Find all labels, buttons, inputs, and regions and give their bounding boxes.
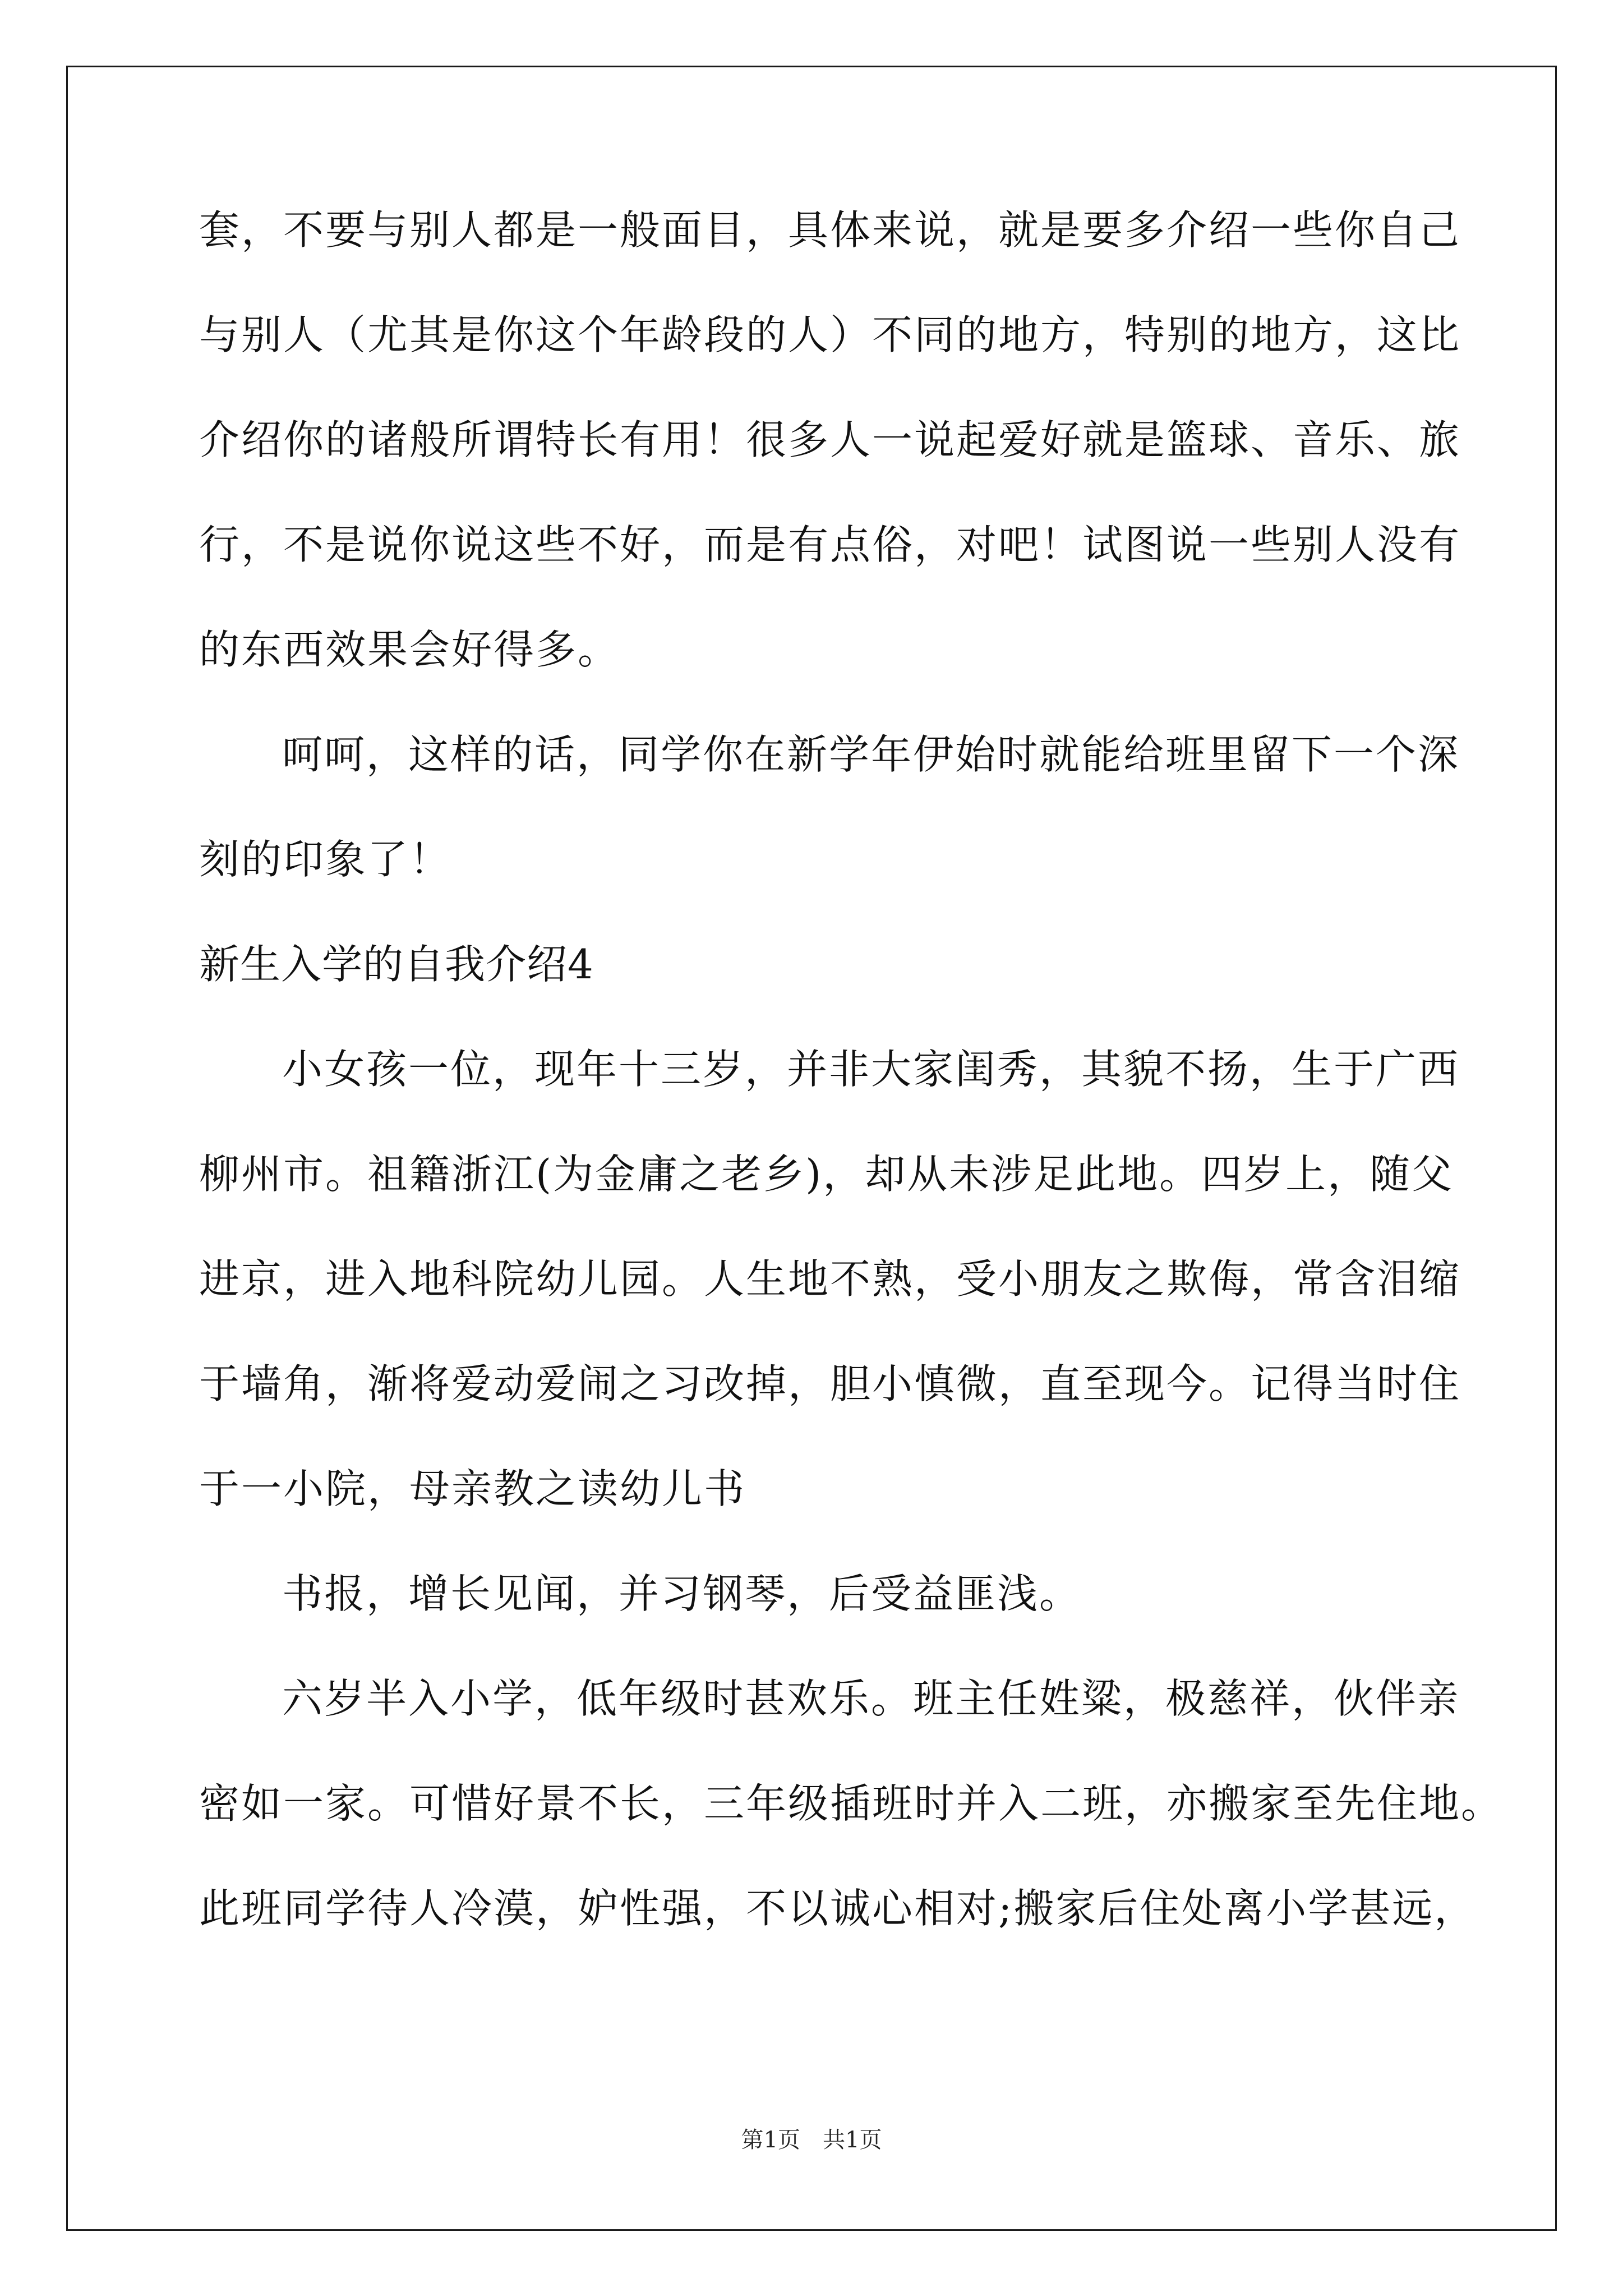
paragraph-line: 柳州市。祖籍浙江(为金庸之老乡)，却从未涉足此地。四岁上，随父 — [199, 1151, 1454, 1198]
paragraph-line: 此班同学待人冷漠，妒性强，不以诚心相对;搬家后住处离小学甚远， — [199, 1885, 1477, 1932]
paragraph-line: 小女孩一位，现年十三岁，并非大家闺秀，其貌不扬，生于广西 — [282, 1046, 1460, 1093]
paragraph-line: 进京，进入地科院幼儿园。人生地不熟，受小朋友之欺侮，常含泪缩 — [199, 1255, 1461, 1303]
paragraph-line: 行，不是说你说这些不好，而是有点俗，对吧！试图说一些别人没有 — [199, 521, 1461, 568]
paragraph-line: 于墙角，渐将爱动爱闹之习改掉，胆小慎微，直至现今。记得当时住 — [199, 1360, 1461, 1407]
section-heading: 新生入学的自我介绍4 — [199, 941, 594, 988]
paragraph-line: 介绍你的诸般所谓特长有用！很多人一说起爱好就是篮球、音乐、旅 — [199, 416, 1461, 463]
paragraph-line: 呵呵，这样的话，同学你在新学年伊始时就能给班里留下一个深 — [282, 731, 1460, 778]
paragraph-line: 书报，增长见闻，并习钢琴，后受益匪浅。 — [282, 1570, 1082, 1617]
paragraph-line: 刻的印象了！ — [199, 836, 452, 883]
paragraph-line: 的东西效果会好得多。 — [199, 626, 620, 673]
page-number-footer: 第1页 共1页 — [741, 2127, 882, 2153]
paragraph-line: 与别人（尤其是你这个年龄段的人）不同的地方，特别的地方，这比 — [199, 311, 1461, 358]
paragraph-line: 于一小院，母亲教之读幼儿书 — [199, 1465, 746, 1512]
paragraph-line: 六岁半入小学，低年级时甚欢乐。班主任姓粱，极慈祥，伙伴亲 — [282, 1675, 1460, 1722]
paragraph-line: 套，不要与别人都是一般面目，具体来说，就是要多介绍一些你自己 — [199, 206, 1461, 254]
paragraph-line: 密如一家。可惜好景不长，三年级插班时并入二班，亦搬家至先住地。 — [199, 1780, 1504, 1827]
